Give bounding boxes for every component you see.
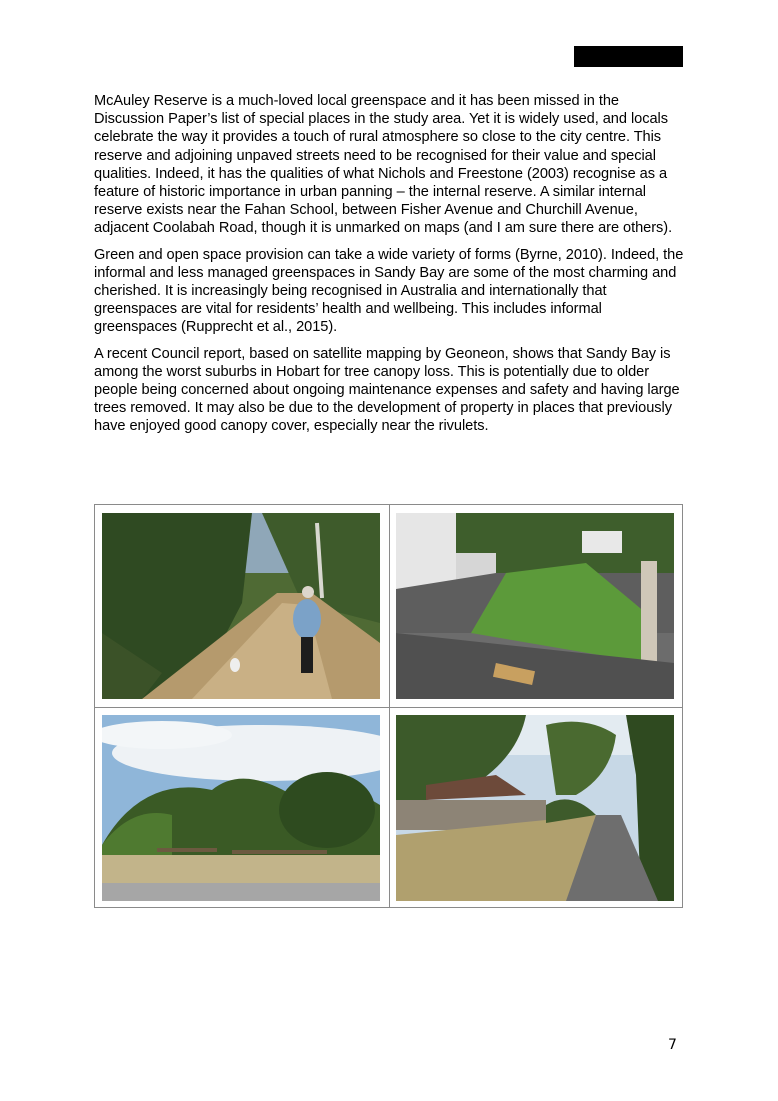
body-text xyxy=(94,92,686,444)
photo-grid xyxy=(94,504,683,908)
paragraph-mcauley-reserve: McAuley Reserve is a much-loved local greenspace and it has been missed in the Discussion Paper’s list of special places in the study area. Yet it is widely used, and locals celebrate the way it provides a touch of rural atmosphere so close to the city centre. This reserve and adjoining unpaved streets need to be recognised for their value and special qualities. Indeed, it has the qualities of what Nichols and Freestone (2003) recognise as a feature of historic importance in urban panning – the internal reserve. A similar internal reserve exists near the Fahan School, between Fisher Avenue and Churchill Avenue, adjacent Coolabah Road, though it is unmarked on maps (and I am sure there are others). xyxy=(94,93,673,237)
paragraph-tree-canopy-loss: A recent Council report, based on satellite mapping by Geoneon, shows that Sandy Bay is among the worst suburbs in Hobart for tree canopy loss. This is potentially due to older people being concerned about ongoing maintenance expenses and safety and having large trees removed. It may also be due to the development of property in places that previously have enjoyed good canopy cover, especially near the rivulets. xyxy=(94,345,680,435)
page-number: 7 xyxy=(668,1037,677,1053)
photo-reserve-trees xyxy=(102,715,380,901)
paragraph-green-space-provision: Green and open space provision can take a wide variety of forms (Byrne, 2010). Indeed, the informal and less managed greenspaces in Sandy Bay are some of the most charming and cherished. It is increasingly being recognised in Australia and internationally that greenspaces are vital for residents’ health and wellbeing. This includes informal greenspaces (Rupprecht et al., 2015). xyxy=(94,246,684,336)
photo-walking-track xyxy=(102,513,380,699)
grid-divider-vertical xyxy=(389,505,390,907)
photo-driveway-verge xyxy=(396,513,674,699)
grid-divider-horizontal xyxy=(95,707,682,708)
photo-grassy-lane xyxy=(396,715,674,901)
redaction-bar xyxy=(574,46,683,67)
